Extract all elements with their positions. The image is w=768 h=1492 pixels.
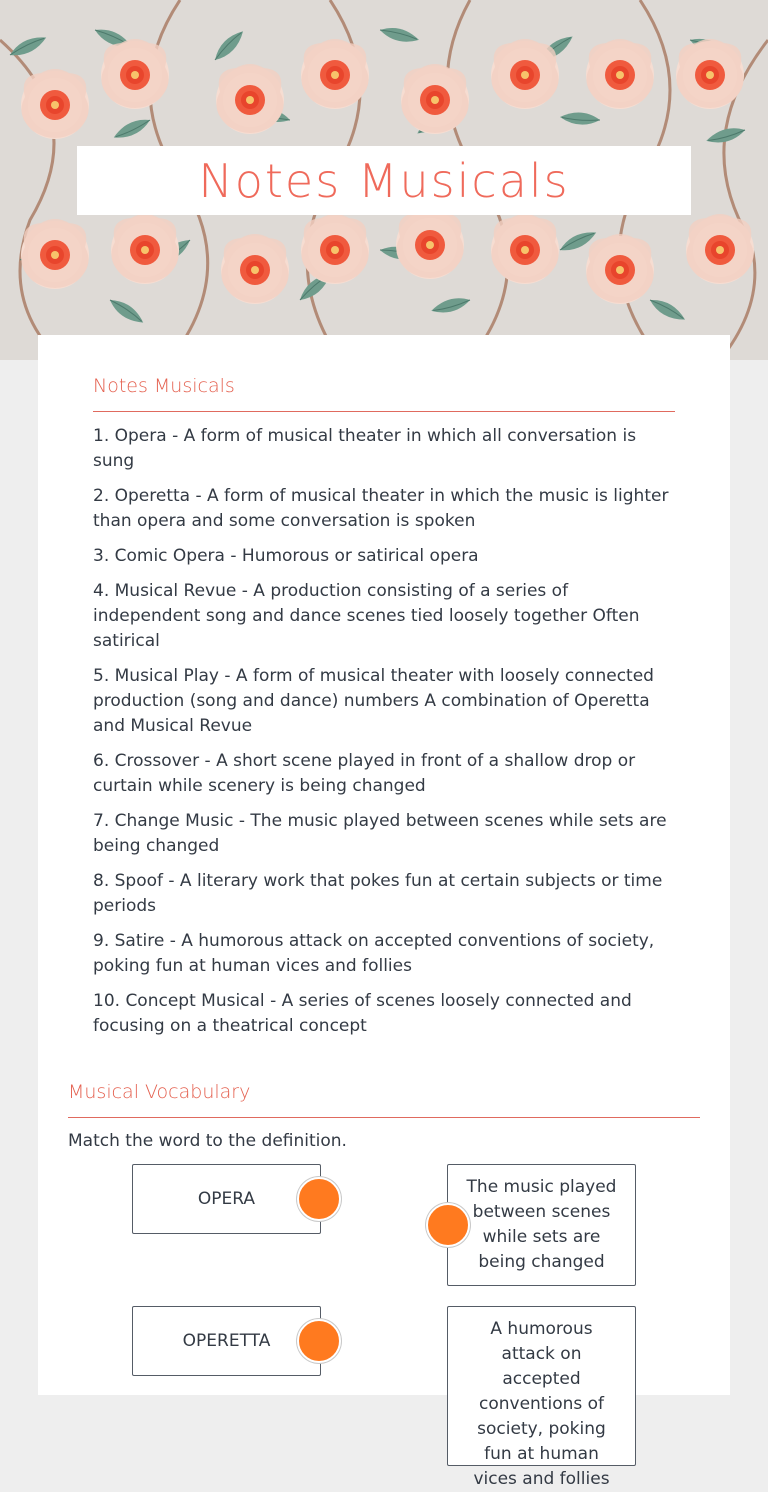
match-definition-label: The music played between scenes while sets are being changed	[466, 1177, 617, 1272]
vocab-instruction: Match the word to the definition.	[68, 1131, 347, 1151]
worksheet-card	[38, 335, 730, 1489]
match-definition-2[interactable]	[447, 1306, 636, 1489]
notes-divider	[93, 411, 675, 412]
match-connector-word-1[interactable]	[297, 1177, 341, 1221]
note-item: 6. Crossover - A short scene played in front of a shallow drop or curtain while scenery is being changed	[93, 751, 636, 796]
match-definition-label: A humorous attack on accepted conventions of society, poking fun at human vices and follies	[473, 1319, 610, 1489]
title-box	[77, 146, 691, 215]
note-item: 7. Change Music - The music played between scenes while sets are being changed	[93, 811, 667, 856]
notes-heading: Notes Musicals	[93, 375, 235, 397]
notes-list	[93, 424, 675, 1049]
note-item: 1. Opera - A form of musical theater in which all conversation is sung	[93, 426, 637, 471]
vocab-heading: Musical Vocabulary	[68, 1081, 251, 1103]
match-word-operetta[interactable]	[132, 1306, 321, 1376]
match-word-label: OPERETTA	[182, 1330, 271, 1351]
page-title: Notes Musicals	[198, 153, 570, 208]
match-word-opera[interactable]	[132, 1164, 321, 1234]
match-definition-1[interactable]	[447, 1164, 636, 1286]
match-word-label: OPERA	[197, 1188, 256, 1209]
header-banner	[0, 0, 768, 360]
note-item: 10. Concept Musical - A series of scenes loosely connected and focusing on a theatrical concept	[93, 991, 632, 1036]
vocab-divider	[68, 1117, 700, 1118]
note-item: 2. Operetta - A form of musical theater in which the music is lighter than opera and some conversation is spoken	[93, 486, 669, 531]
note-item: 3. Comic Opera - Humorous or satirical opera	[93, 546, 479, 566]
note-item: 5. Musical Play - A form of musical theater with loosely connected production (song and dance) numbers A combination of Operetta and Musical Revue	[93, 666, 654, 736]
match-connector-def-1[interactable]	[426, 1203, 470, 1247]
note-item: 9. Satire - A humorous attack on accepted conventions of society, poking fun at human vices and follies	[93, 931, 655, 976]
note-item: 4. Musical Revue - A production consisting of a series of independent song and dance scenes tied loosely together Often satirical	[93, 581, 640, 651]
match-connector-word-2[interactable]	[297, 1319, 341, 1363]
note-item: 8. Spoof - A literary work that pokes fun at certain subjects or time periods	[93, 871, 663, 916]
